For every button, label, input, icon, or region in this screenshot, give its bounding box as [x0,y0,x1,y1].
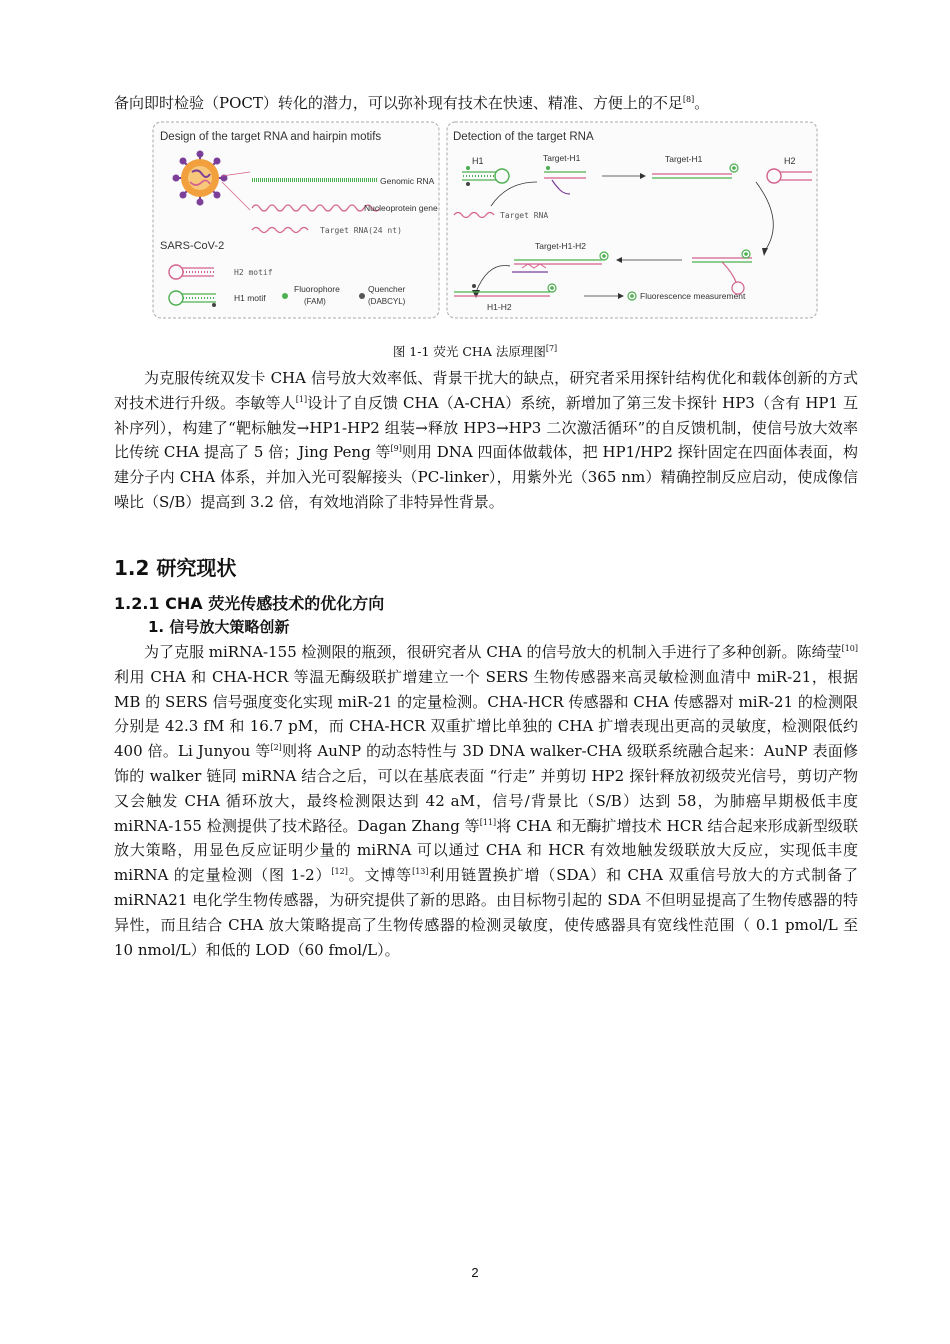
citation-ref: [9] [390,444,402,454]
subsection-heading: 1.2.1 CHA 荧光传感技术的优化方向 [114,594,385,613]
citation-ref: [10] [841,644,858,653]
fluorophore-label: Fluorophore [294,284,340,294]
figure-1-1 [152,120,820,320]
citation-ref: [7] [545,343,558,353]
citation-ref: [8] [682,95,695,104]
h1-label: H1 [472,156,484,166]
text-span: 为了克服 miRNA-155 检测限的瓶颈，很研究者从 CHA 的信号放大的机制入手进行了多种创新。陈绮莹 [144,643,842,661]
text-span: 利用 CHA 和 CHA-HCR 等温无酶级联扩增建立一个 SERS 生物传感器来高灵敏检测血清中 miR-21，根据 MB 的 SERS 信号强度变化实现 miR-21 的定量检测。CHA-HCR 传感器和 CHA 传感器对 miR-21 的检测限分别是 42.3 fM 和 16.7 pM，而 CHA-HCR 双重扩增比单独的 CHA 扩增表现出更高的灵敏度，检测限低约 400 倍。Li Junyou 等 [114,667,858,761]
text-span: 备向即时检验（POCT）转化的潜力，可以弥补现有技术在快速、精准、方便上的不足 [114,94,683,112]
text-span: 为克服传统双发卡 CHA 信号放大效率低、背景干扰大的缺点，研究者采用探针结构优化和载体创新的方式对技术进行升级。李敏等人 [114,369,858,412]
quencher-icon [359,293,365,299]
target-h1-h2-label: Target-H1-H2 [535,241,587,251]
citation-ref: [1] [295,394,308,404]
target-h1-label-a: Target-H1 [543,153,581,163]
citation-ref: [11] [479,817,497,827]
fluorescence-label: Fluorescence measurement [640,291,746,301]
fam-label: (FAM) [304,297,326,306]
paragraph-intro-tail [114,91,858,116]
paragraph-2 [114,640,858,962]
subsubsection-heading: 1. 信号放大策略创新 [148,618,290,636]
right-panel-title: Detection of the target RNA [453,131,594,143]
target-rna-label: Target RNA [500,211,549,220]
text-span: 。文博等 [347,866,413,885]
text-span: 利用链置换扩增（SDA）和 CHA 双重信号放大的方式制备了 miRNA21 电化学生物传感器，为研究提供了新的思路。由目标物引起的 SDA 不但明显提高了生物传感器的特异性，而且结合 CHA 放大策略提高了生物传感器的检测灵敏度，使传感器具有宽线性范围（ 0.1 pmol/L 至 10 nmol/L）和低的 LOD（60 fmol/L）。 [114,866,858,959]
text-span: 设计了自反馈 CHA（A-CHA）系统，新增加了第三发卡探针 HP3（含有 HP1 互补序列），构建了“靶标触发→HP1-HP2 组装→释放 HP3→HP3 二次激活循环”的自反馈机制，使信号放大效率比传统 CHA 提高了 5 倍；Jing Peng 等 [114,393,858,462]
text-span: 。 [694,94,710,112]
text-span: 将 CHA 和无酶扩增技术 HCR 结合起来形成新型级联放大策略，用显色反应证明少量的 miRNA 可以通过 CHA 和 HCR 有效地触发级联放大反应，实现低丰度 miRNA 的定量检测（图 1-2） [114,816,858,885]
fluorophore-icon [282,293,288,299]
paragraph-1 [114,366,858,515]
nucleoprotein-gene-label: Nucleoprotein gene [364,203,438,213]
page-number: 2 [471,1265,479,1280]
dabcyl-label: (DABCYL) [368,297,406,306]
section-heading: 1.2 研究现状 [114,556,237,580]
citation-ref: [12] [331,867,348,877]
genomic-rna-label: Genomic RNA [380,176,435,186]
h2-motif-label: H2 motif [234,268,273,277]
citation-ref: [2] [270,743,282,753]
h1-h2-label: H1-H2 [487,302,512,312]
right-panel [447,122,817,318]
left-panel-title: Design of the target RNA and hairpin motifs [160,131,382,143]
h1-motif-label: H1 motif [234,293,266,303]
text-span: 则将 AuNP 的动态特性与 3D DNA walker-CHA 级联系统融合起来：AuNP 表面修饰的 walker 链同 miRNA 结合之后，可以在基底表面 “行走” 并剪切 HP2 探针释放初级荧光信号，剪切产物又会触发 CHA 循环放大，最终检测限达到 42 aM，信号/背景比（S/B）达到 58，为肺癌早期极低丰度 miRNA-155 检测提供了技术路径。Dagan Zhang 等 [114,742,858,835]
citation-ref: [13] [412,867,429,877]
target-h1-label-b: Target-H1 [665,154,703,164]
sars-cov-2-label: SARS-CoV-2 [160,240,225,252]
quencher-label: Quencher [368,284,406,294]
caption-text: 图 1-1 荧光 CHA 法原理图 [392,344,546,359]
target-rna-24-label: Target RNA(24 nt) [320,226,402,235]
figure-caption [0,342,950,360]
virus-icon [173,151,228,206]
text-span: 则用 DNA 四面体做载体，把 HP1/HP2 探针固定在四面体表面，构建分子内 CHA 体系，并加入光可裂解接头（PC-linker），用紫外光（365 nm）精确控制反应启动，使成像信噪比（S/B）提高到 3.2 倍，有效地消除了非特异性背景。 [114,443,858,511]
h2-label: H2 [784,156,796,166]
